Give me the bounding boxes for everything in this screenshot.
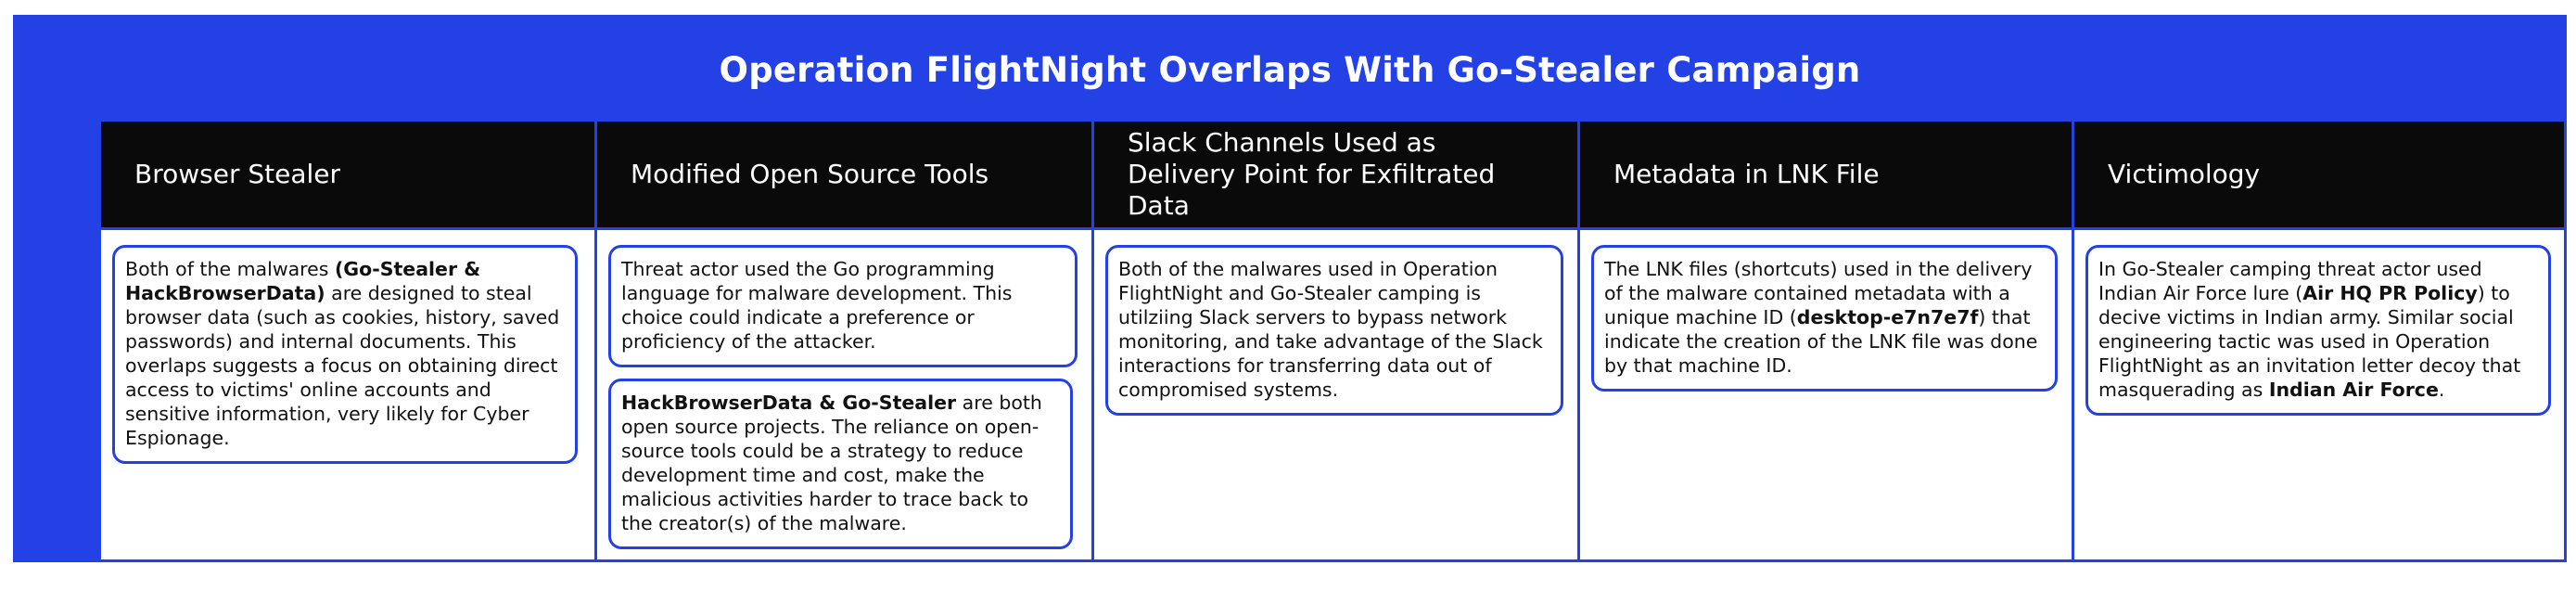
bold-text: Indian Air Force — [2268, 379, 2439, 401]
bold-text: Air HQ PR Policy — [2302, 282, 2478, 304]
bold-text: (Go-Stealer & HackBrowserData) — [125, 258, 481, 304]
body-text: ) to decive victims in Indian army. Similar social engineering tactic was used in Operation FlightNight as an invitation letter decoy that masquerading as — [2098, 282, 2521, 401]
diagram-frame — [13, 15, 2567, 562]
info-box — [1105, 245, 1563, 416]
bold-text: HackBrowserData & Go-Stealer — [621, 392, 957, 414]
body-text: are designed to steal browser data (such as cookies, history, saved passwords) and internal documents. This overlaps suggests a focus on obtaining direct access to victims' online accounts and sensitive information, very likely for Cyber Espionage. — [125, 282, 560, 449]
body-text: ) that indicate the creation of the LNK file was done by that machine ID. — [1604, 306, 2038, 377]
column-heading: Browser Stealer — [101, 122, 594, 230]
body-text: are both open source projects. The reliance on open-source tools could be a strategy to reduce development time and cost, make the malicious activities harder to trace back to the creator(s) of the malware. — [621, 392, 1042, 534]
column-body — [597, 230, 1091, 549]
body-text: Threat actor used the Go programming language for malware development. This choice could indicate a preference or proficiency of the attacker. — [621, 258, 1013, 353]
column-victimology — [2072, 122, 2564, 559]
column-heading: Victimology — [2074, 122, 2564, 230]
info-box — [2085, 245, 2551, 416]
bold-text: desktop-e7n7e7f — [1796, 306, 1979, 328]
body-text: Both of the malwares — [125, 258, 335, 280]
info-box — [608, 245, 1078, 367]
diagram-title: Operation FlightNight Overlaps With Go-Stealer Campaign — [16, 18, 2564, 122]
column-metadata-lnk-file — [1577, 122, 2072, 559]
info-box — [112, 245, 578, 464]
column-heading: Modified Open Source Tools — [597, 122, 1091, 230]
column-body — [101, 230, 594, 464]
column-body — [2074, 230, 2564, 416]
column-heading: Slack Channels Used as Delivery Point for Exfiltrated Data — [1094, 122, 1577, 230]
info-box — [1591, 245, 2058, 392]
column-body — [1580, 230, 2072, 392]
column-slack-channels — [1091, 122, 1577, 559]
info-box — [608, 379, 1073, 549]
body-text: In Go-Stealer camping threat actor used Indian Air Force lure ( — [2098, 258, 2482, 304]
body-text: Both of the malwares used in Operation FlightNight and Go-Stealer camping is utilziing Slack servers to bypass network monitoring, and take advantage of the Slack interactions for transferring data out of compromised systems. — [1118, 258, 1543, 401]
left-accent-strip — [16, 122, 98, 559]
column-modified-open-source-tools — [594, 122, 1091, 559]
body-text: The LNK files (shortcuts) used in the delivery of the malware contained metadata with a unique machine ID ( — [1604, 258, 2033, 328]
column-browser-stealer — [98, 122, 594, 559]
column-body — [1094, 230, 1577, 416]
body-text: . — [2438, 379, 2445, 401]
column-heading: Metadata in LNK File — [1580, 122, 2072, 230]
